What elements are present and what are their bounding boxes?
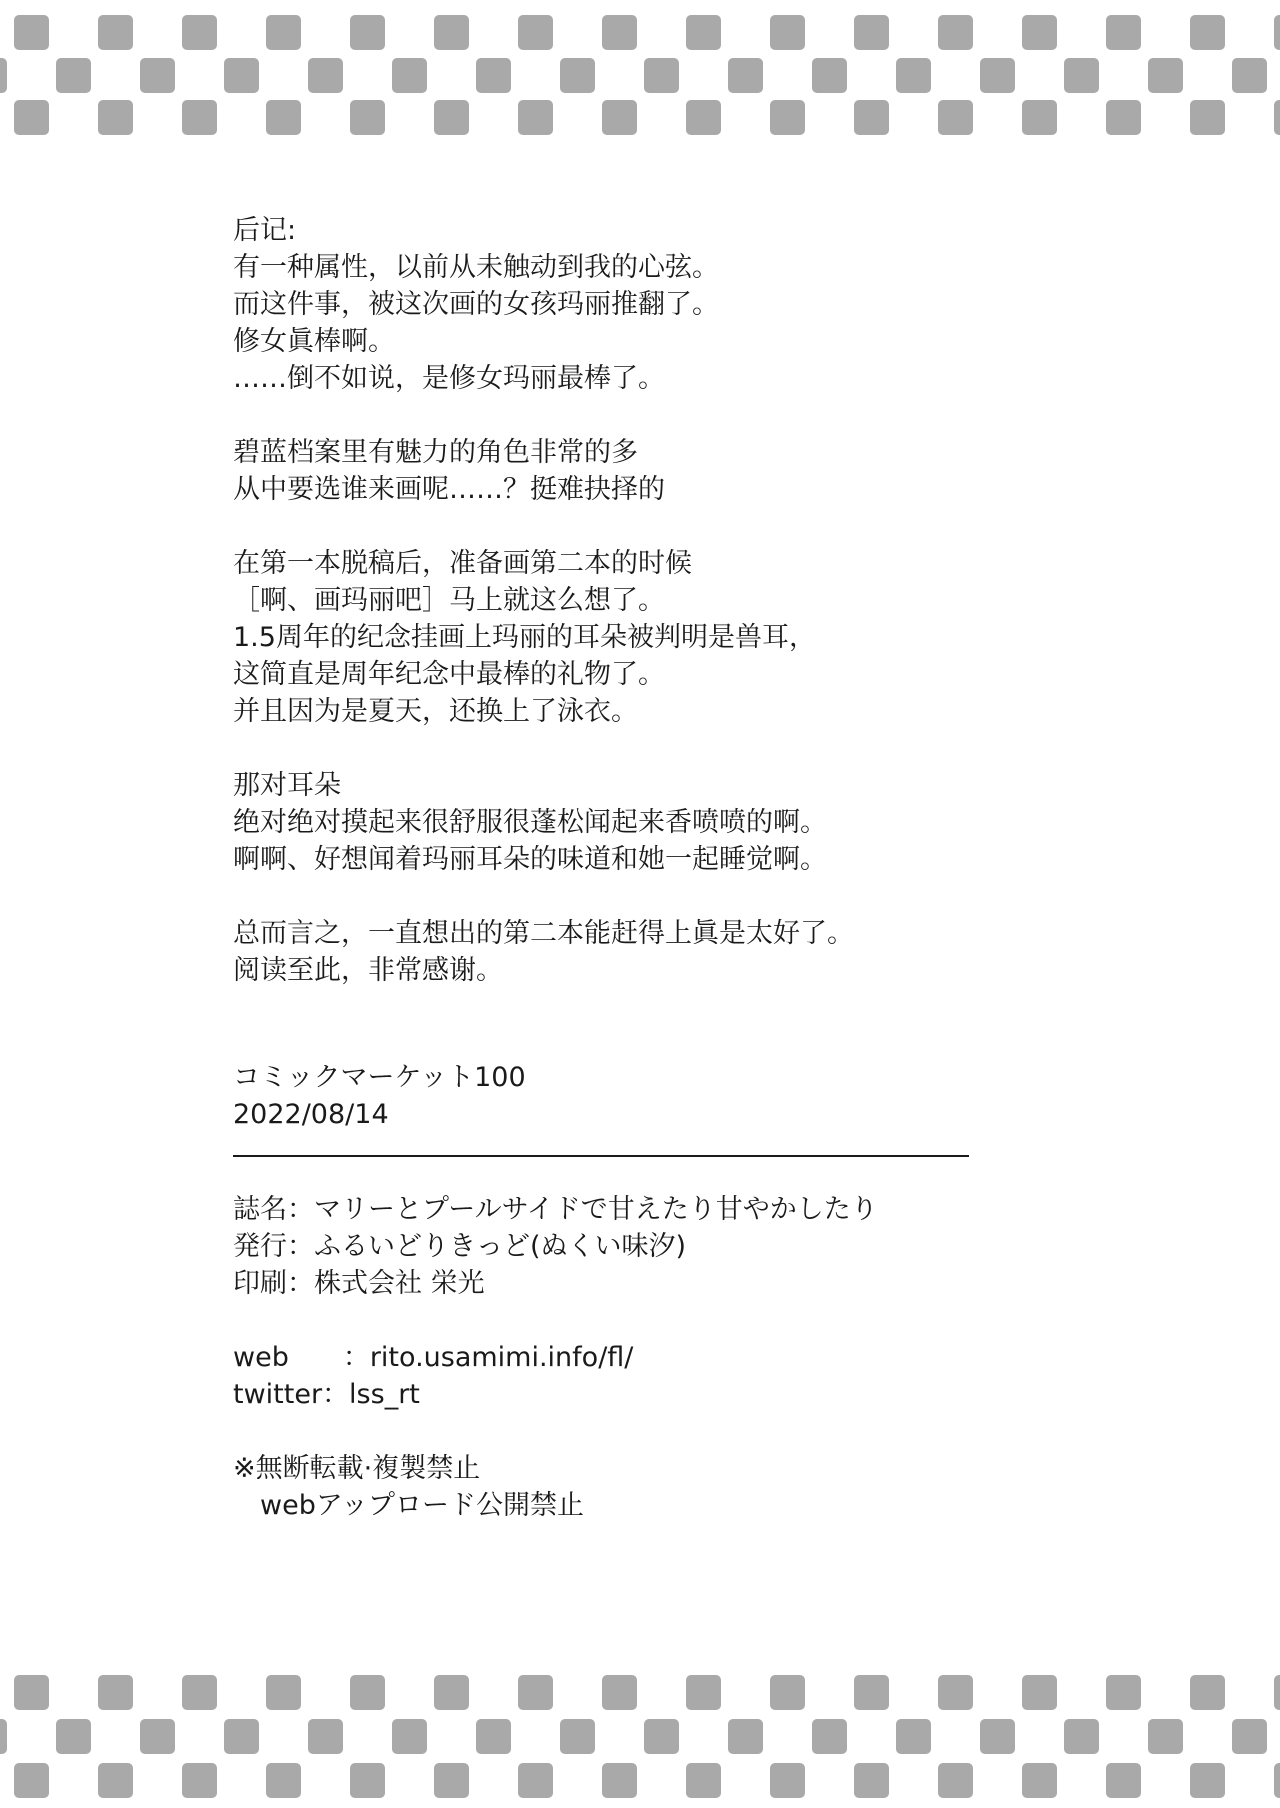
checker-tile (854, 100, 889, 135)
afterword-line: 啊啊、好想闻着玛丽耳朵的味道和她一起睡觉啊。 (233, 844, 827, 875)
checker-tile (1190, 15, 1225, 50)
checker-tile (770, 15, 805, 50)
checker-tile (686, 15, 721, 50)
book-title-line: 誌名：マリーとプールサイドで甘えたり甘やかしたり (233, 1194, 878, 1225)
checker-tile (1106, 100, 1141, 135)
checker-tile (518, 100, 553, 135)
checker-tile (1274, 100, 1280, 135)
checker-tile (728, 58, 763, 93)
checker-tile (518, 1675, 553, 1710)
notice-line-1: ※無断転載·複製禁止 (233, 1453, 481, 1484)
afterword-line: 阅读至此，非常感谢。 (233, 955, 503, 986)
checker-tile (14, 1675, 49, 1710)
checker-tile (266, 15, 301, 50)
checker-tile (1274, 1763, 1280, 1798)
checker-tile (938, 15, 973, 50)
checker-tile (770, 1675, 805, 1710)
checker-tile (686, 1675, 721, 1710)
checker-tile (434, 1763, 469, 1798)
checker-tile (182, 15, 217, 50)
checker-tile (182, 100, 217, 135)
checker-tile (602, 15, 637, 50)
checker-tile (140, 58, 175, 93)
checker-tile (1232, 1719, 1267, 1754)
checker-tile (98, 1763, 133, 1798)
checker-tile (350, 1675, 385, 1710)
checker-pattern-top (0, 0, 1280, 150)
checker-tile (0, 1719, 7, 1754)
afterword-line: 而这件事，被这次画的女孩玛丽推翻了。 (233, 289, 719, 320)
checker-tile (308, 1719, 343, 1754)
publisher-line: 発行：ふるいどりきっど(ぬくい味汐) (233, 1231, 687, 1262)
printer-line: 印刷：株式会社 栄光 (233, 1268, 485, 1299)
checker-tile (1232, 58, 1267, 93)
checker-tile (98, 1675, 133, 1710)
checker-tile (812, 1719, 847, 1754)
checker-tile (770, 1763, 805, 1798)
checker-tile (602, 1763, 637, 1798)
checker-tile (1274, 1675, 1280, 1710)
checker-tile (1190, 1675, 1225, 1710)
afterword-line: 那对耳朵 (233, 770, 341, 801)
checker-tile (980, 1719, 1015, 1754)
afterword-line: 从中要选谁来画呢……？挺难抉择的 (233, 474, 665, 505)
afterword-line: 修女眞棒啊。 (233, 326, 395, 357)
checker-tile (392, 1719, 427, 1754)
checker-tile (770, 100, 805, 135)
checker-tile (224, 58, 259, 93)
afterword-line: 碧蓝档案里有魅力的角色非常的多 (233, 437, 638, 468)
twitter-line: twitter：lss_rt (233, 1379, 420, 1410)
checker-tile (350, 1763, 385, 1798)
checker-border-top (0, 0, 1280, 150)
checker-tile (1064, 1719, 1099, 1754)
checker-tile (182, 1675, 217, 1710)
afterword-line: 在第一本脱稿后，准备画第二本的时候 (233, 548, 692, 579)
checker-tile (476, 1719, 511, 1754)
checker-tile (1022, 1763, 1057, 1798)
checker-tile (1106, 15, 1141, 50)
checker-tile (812, 58, 847, 93)
afterword-title: 后记: (233, 215, 297, 246)
checker-tile (14, 1763, 49, 1798)
checker-tile (728, 1719, 763, 1754)
checker-tile (518, 15, 553, 50)
afterword-line: ……倒不如说，是修女玛丽最棒了。 (233, 363, 665, 394)
colophon-page (233, 212, 1063, 1524)
checker-tile (938, 100, 973, 135)
checker-tile (1022, 15, 1057, 50)
checker-tile (224, 1719, 259, 1754)
afterword-line: 1.5周年的纪念挂画上玛丽的耳朵被判明是兽耳， (233, 622, 816, 653)
checker-tile (476, 58, 511, 93)
checker-tile (1190, 100, 1225, 135)
event-name: コミックマーケット100 (233, 1062, 526, 1093)
checker-tile (854, 1675, 889, 1710)
checker-tile (14, 100, 49, 135)
checker-tile (350, 100, 385, 135)
checker-tile (266, 1763, 301, 1798)
checker-pattern-bottom (0, 1665, 1280, 1808)
checker-tile (602, 1675, 637, 1710)
afterword-line: 绝对绝对摸起来很舒服很蓬松闻起来香喷喷的啊。 (233, 807, 827, 838)
checker-tile (686, 1763, 721, 1798)
checker-tile (518, 1763, 553, 1798)
afterword-line: 总而言之，一直想出的第二本能赶得上眞是太好了。 (233, 918, 854, 949)
afterword-line: 有一种属性，以前从未触动到我的心弦。 (233, 252, 719, 283)
checker-tile (644, 1719, 679, 1754)
checker-tile (266, 1675, 301, 1710)
checker-tile (434, 1675, 469, 1710)
checker-tile (182, 1763, 217, 1798)
checker-tile (350, 15, 385, 50)
checker-tile (1148, 58, 1183, 93)
web-line: web ：rito.usamimi.info/fl/ (233, 1342, 634, 1373)
checker-tile (560, 58, 595, 93)
checker-tile (140, 1719, 175, 1754)
checker-tile (980, 58, 1015, 93)
checker-tile (1274, 15, 1280, 50)
checker-tile (560, 1719, 595, 1754)
checker-tile (98, 15, 133, 50)
afterword-line: 并且因为是夏天，还换上了泳衣。 (233, 696, 638, 727)
afterword-line: ［啊、画玛丽吧］马上就这么想了。 (233, 585, 665, 616)
checker-tile (56, 58, 91, 93)
checker-tile (1106, 1763, 1141, 1798)
checker-tile (1022, 100, 1057, 135)
afterword-line: 这简直是周年纪念中最棒的礼物了。 (233, 659, 665, 690)
checker-tile (1190, 1763, 1225, 1798)
checker-tile (1148, 1719, 1183, 1754)
checker-tile (434, 100, 469, 135)
notice-line-2: webアップロード公開禁止 (233, 1490, 584, 1521)
checker-tile (938, 1675, 973, 1710)
divider-line (233, 1155, 969, 1157)
checker-tile (0, 58, 7, 93)
checker-tile (98, 100, 133, 135)
checker-tile (1022, 1675, 1057, 1710)
checker-tile (1064, 58, 1099, 93)
checker-tile (56, 1719, 91, 1754)
checker-tile (938, 1763, 973, 1798)
checker-tile (644, 58, 679, 93)
checker-tile (14, 15, 49, 50)
checker-tile (854, 15, 889, 50)
checker-tile (896, 1719, 931, 1754)
checker-tile (854, 1763, 889, 1798)
checker-tile (1106, 1675, 1141, 1710)
checker-tile (896, 58, 931, 93)
checker-tile (434, 15, 469, 50)
checker-tile (602, 100, 637, 135)
checker-tile (392, 58, 427, 93)
checker-border-bottom (0, 1665, 1280, 1808)
event-date: 2022/08/14 (233, 1099, 389, 1130)
checker-tile (266, 100, 301, 135)
checker-tile (686, 100, 721, 135)
checker-tile (308, 58, 343, 93)
